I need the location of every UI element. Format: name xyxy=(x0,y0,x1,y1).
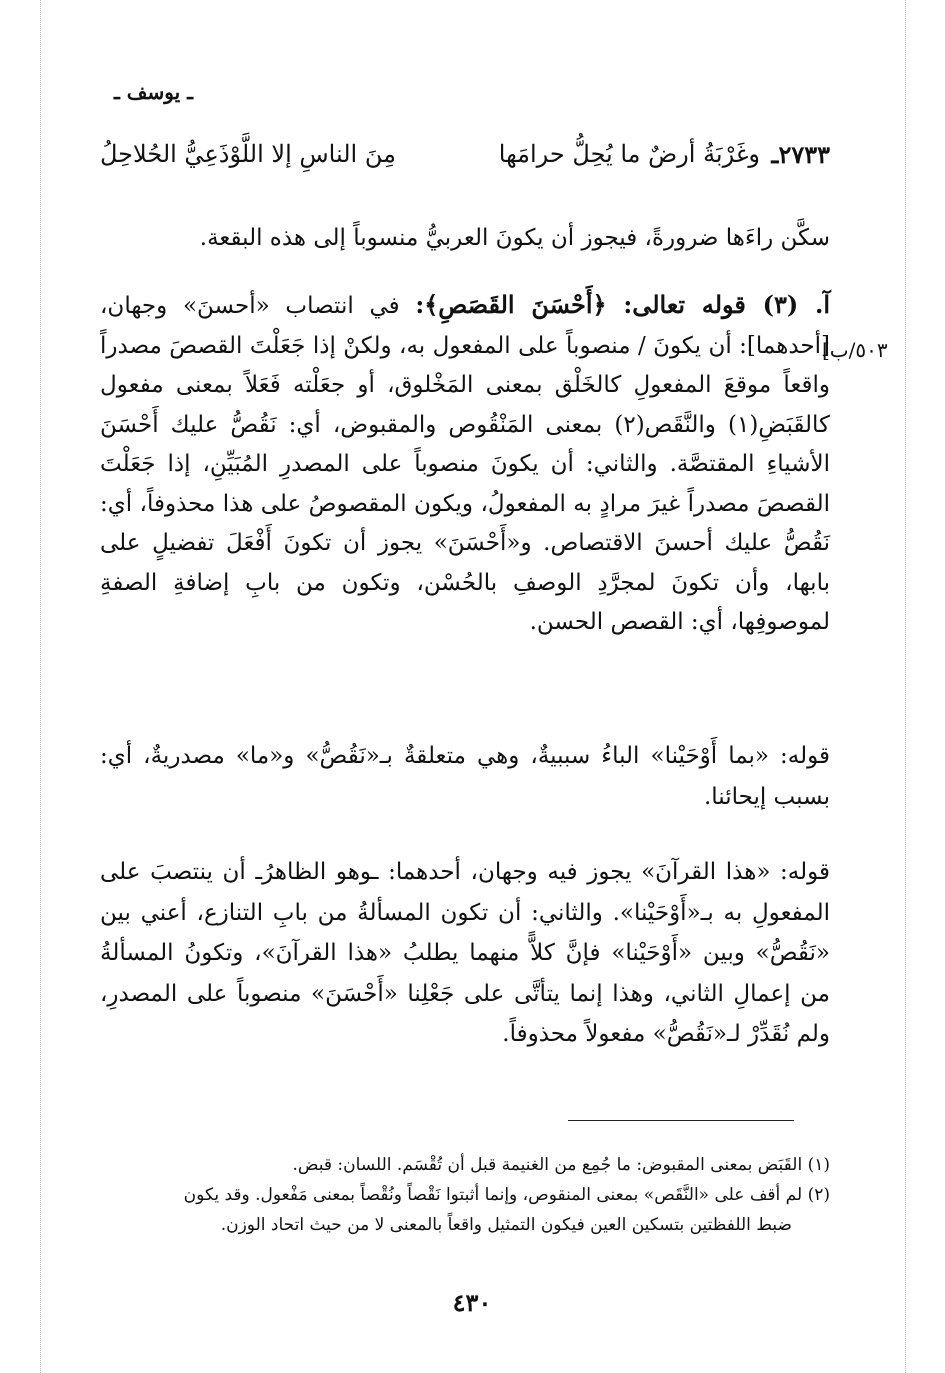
page-edge-right xyxy=(905,0,906,1373)
paragraph-text: قوله: «بما أَوْحَيْنا» الباءُ سببيةٌ، وهي متعلقةٌ بـ«نَقُصُّ» و«ما» مصدريةٌ، أي: بسبب إيحائنا. xyxy=(100,743,830,810)
footnote-2 xyxy=(100,1180,830,1210)
verse-first-hemistich: وغَرْبَةُ أرضٌ ما يُحِلُّ حرامَها xyxy=(498,140,760,168)
footnotes xyxy=(100,1150,830,1240)
paragraph-1 xyxy=(100,218,830,259)
verse-second-hemistich: مِنَ الناسِ إلا اللَّوْذَعِيُّ الحُلاحِلُ xyxy=(100,140,396,168)
poetry-verse xyxy=(100,140,830,184)
paragraph-text: سكَّن راءَها ضرورةً، فيجوز أن يكونَ العربيُّ منسوباً إلى هذه البقعة. xyxy=(199,225,830,251)
footnote-marker: (١) xyxy=(807,1155,830,1175)
page-edge-left xyxy=(40,0,41,1373)
paragraph-4 xyxy=(100,852,830,1055)
paragraph-text: في انتصاب «أحسنَ» وجهان، [أحدهما]: أن يكونَ / منصوباً على المفعول به، ولكنْ إذا جَعَلْتَ القصصَ مصدراً واقعاً موقعَ المفعولِ كالخَلْق بمعنى المَخْلوق، أو جعَلْته فَعَلاً بمعنى مفعول كالقَبَضِ(١) والنَّقَص(٢) بمعنى المَنْقُوص والمقبوض، أي: نَقُصُّ عليك أَحْسَنَ الأشياءِ المقتصَّة. والثاني: أن يكونَ منصوباً على المصدرِ المُبَيِّنِ، إذا جَعَلْتَ القصصَ مصدراً غيرَ مرادٍ به المفعولُ، ويكون المقصوصُ على هذا محذوفاً، أي: نَقُصُّ عليك أحسنَ الاقتصاص. و«أَحْسَنَ» يجوز أن تكونَ أَفْعَلَ تفضيلٍ على بابها، وأن تكونَ لمجرَّدِ الوصفِ بالحُسْن، وتكون من بابِ إضافةِ الصفةِ لموصوفِها، أي: القصص الحسن. xyxy=(100,293,831,635)
paragraph-text: قوله: «هذا القرآنَ» يجوز فيه وجهان، أحدهما: ـوهو الظاهرُـ أن ينتصبَ على المفعولِ به بـ«أَوْحَيْنا». والثاني: أن تكون المسألةُ من بابِ التنازع، أعني بين «نَقُصُّ» وبين «أَوْحَيْنا» فإنَّ كلاًّ منهما يطلبُ «هذا القرآنَ»، وتكونُ المسألةُ من إعمالِ الثاني، وهذا إنما يتأتَّى على جَعْلِنا «أَحْسَنَ» منصوباً على المصدرِ، ولم نُقَدِّرْ لـ«نَقُصُّ» مفعولاً محذوفاً. xyxy=(100,859,830,1047)
running-header: ـ يوسف ـ xyxy=(113,80,193,104)
paragraph-2 xyxy=(100,285,830,643)
footnote-separator xyxy=(568,1120,794,1121)
verse-reference-lead: آ. (٣) قوله تعالى: ﴿أَحْسَنَ القَصَصِ﴾: xyxy=(415,290,830,319)
footnote-marker: (٢) xyxy=(807,1185,830,1205)
page-number: ٤٣٠ xyxy=(452,1288,492,1317)
footnote-text: القَبَض بمعنى المقبوض: ما جُمِع من الغنيمة قبل أن تُقْسَم. اللسان: قبض. xyxy=(292,1155,803,1175)
footnote-2-continuation: ضبط اللفظتين بتسكين العين فيكون التمثيل واقعاً بالمعنى لا من حيث اتحاد الوزن. xyxy=(220,1215,792,1235)
manuscript-folio-note: ٥٠٣/ب] xyxy=(822,338,888,362)
footnote-text: لم أقف على «النَّقَص» بمعنى المنقوص، وإنما أثبتوا نَقْصاً ونُقْصاً بمعنى مَفْعول. وقد يكون xyxy=(183,1185,803,1205)
footnote-1 xyxy=(100,1150,830,1180)
paragraph-3 xyxy=(100,736,830,817)
verse-number: ٢٧٣٣ـ xyxy=(771,140,830,169)
